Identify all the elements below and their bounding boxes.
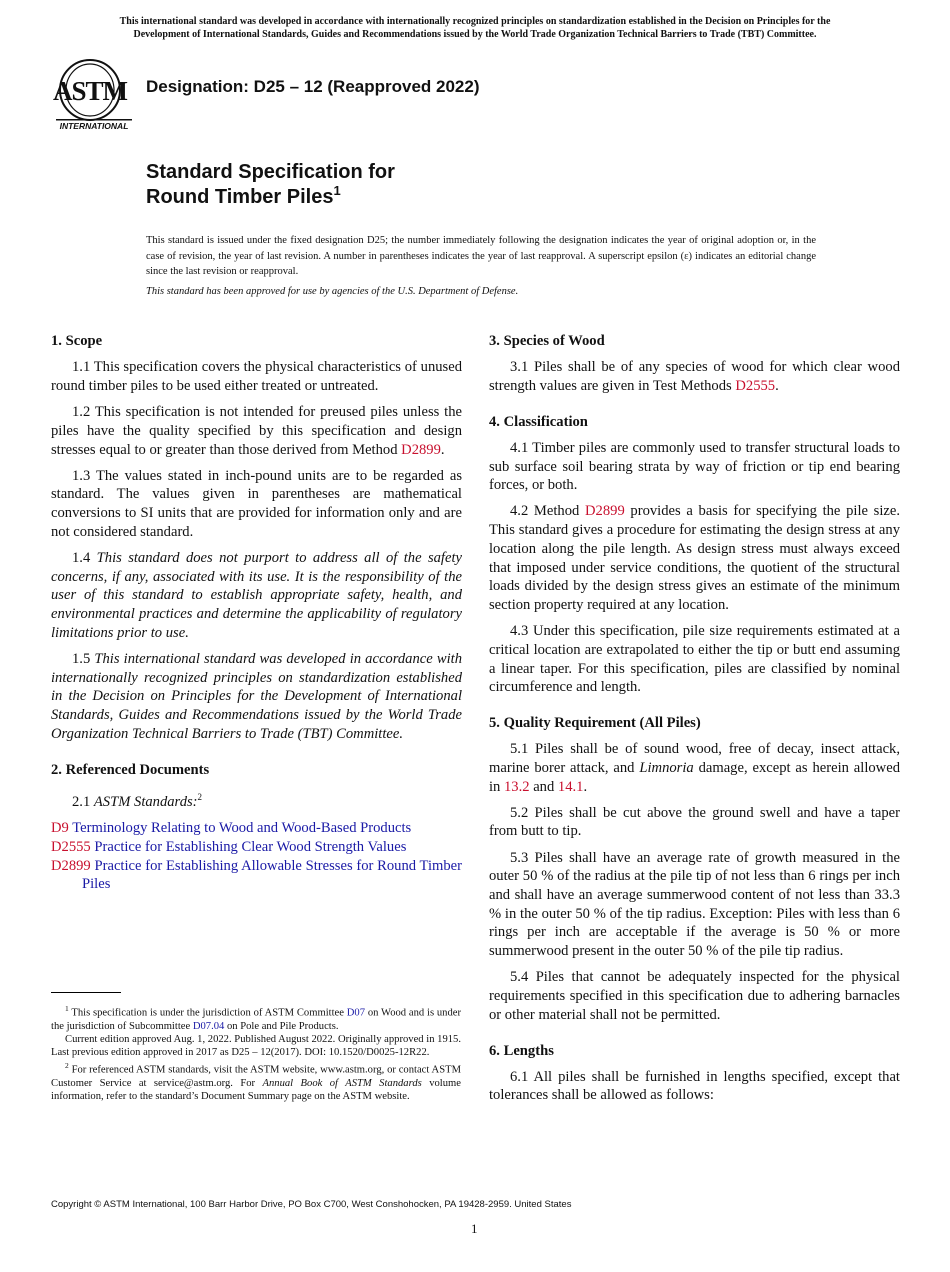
para-6-1: 6.1 All piles shall be furnished in lengths specified, except that tolerances shall be allowed as follows:	[489, 1068, 900, 1104]
footnote-divider	[51, 992, 121, 993]
para-4-3: 4.3 Under this specification, pile size requirements estimated at a critical location are extrapolated to either the tip or butt end assuming a linear taper. For this specification, piles are classified by nominal circumference and length.	[489, 623, 900, 696]
para-4-2: 4.2 Method D2899 provides a basis for specifying the pile size. This standard gives a procedure for estimating the design stress at any location along the pile length. As design stress must always exceed that imposed under service conditions, the quotient of the structural loads divided by the design stress gives an estimate of the minimum section property required at any location.	[489, 503, 900, 613]
section-heading-quality: 5. Quality Requirement (All Piles)	[489, 714, 701, 731]
section-heading-species: 3. Species of Wood	[489, 333, 605, 349]
dod-approval: This standard has been approved for use by agencies of the U.S. Department of Defense.	[146, 286, 519, 297]
para-3-1: 3.1 Piles shall be of any species of wood for which clear wood strength values are given in Test Methods D2555.	[489, 359, 900, 394]
title-line-1: Standard Specification for	[146, 161, 395, 183]
para-4-1: 4.1 Timber piles are commonly used to transfer structural loads to sub surface soil bearing strata by way of friction or tip end bearing forces, or both.	[489, 439, 900, 494]
title-line-2: Round Timber Piles	[146, 185, 334, 208]
ref-d2555[interactable]: D2555 Practice for Establishing Clear Wood Strength Values	[51, 839, 407, 856]
section-heading-referenced: 2. Referenced Documents	[51, 761, 210, 778]
notice-line-1: This international standard was developed in accordance with internationally recognized principles on standardization established in the Decision on Principles for the	[119, 16, 831, 27]
notice-line-2: Development of International Standards, Guides and Recommendations issued by the World Trade Organization Technical Barriers to Trade (TBT) Committee.	[133, 28, 817, 40]
footnote-1: $^1$ This specification is under the jurisdiction of ASTM Committee D07 on Wood and is under the jurisdiction of Subcommittee D07.04 on Pole and Pile Products.	[51, 1004, 461, 1032]
para-1-1: 1.1 This specification covers the physical characteristics of unused round timber piles to be used either treated or untreated.	[51, 359, 462, 394]
link-d07-04[interactable]: D07.04	[192, 1020, 225, 1032]
footnote-1-edition: Current edition approved Aug. 1, 2022. Published August 2022. Originally approved in 1915. Last previous edition approved in 2017 as D25 – 12(2017). DOI: 10.1520/D0025-12R22.	[51, 1033, 461, 1059]
link-14-1[interactable]: 14.1	[557, 778, 584, 795]
section-heading-lengths: 6. Lengths	[489, 1042, 554, 1059]
astm-logo-icon	[52, 56, 136, 134]
link-d2555[interactable]: D2555	[735, 377, 776, 394]
ref-d9[interactable]: D9 Terminology Relating to Wood and Wood-Based Products	[51, 820, 412, 837]
page-number: 1	[471, 1221, 478, 1236]
para-1-4: 1.4 This standard does not purport to address all of the safety concerns, if any, associated with its use. It is the responsibility of the user of this standard to establish appropriate safety, health, and environmental practices and determine the applicability of regulatory limitations prior to use.	[51, 550, 462, 641]
link-13-2[interactable]: 13.2	[504, 778, 530, 795]
footnote-2-mark[interactable]: 2	[197, 792, 203, 803]
para-5-1: 5.1 Piles shall be of sound wood, free of decay, insect attack, marine borer attack, and Limnoria damage, except as herein allowed in 13.2 and 14.1.	[489, 741, 900, 795]
para-1-2: 1.2 This specification is not intended for preused piles unless the piles have the quality specified by this specification and design stresses equal to or greater than those derived from Method D2899.	[51, 404, 462, 458]
para-1-5: 1.5 This international standard was developed in accordance with internationally recognized principles on standardization established in the Decision on Principles for the Development of International Standards, Guides and Recommendations issued by the World Trade Organization Technical Barriers to Trade (TBT) Committee.	[51, 651, 463, 742]
page-title	[146, 160, 395, 209]
section-heading-scope: 1. Scope	[51, 333, 103, 349]
para-5-3: 5.3 Piles shall have an average rate of growth measured in the outer 50 % of the radius at the pile tip of not less than 6 rings per inch and shall have an average summerwood content of not less than 33.3 % in the outer 50 % of the tip radius. Exception: Piles with less than 6 rings per inch are acceptable if the average is 50 % or more summerwood present in the outer 50 % of the pile tip radius.	[489, 849, 900, 960]
issuance-statement: This standard is issued under the fixed designation D25; the number immediately following the designation indicates the year of original adoption or, in the case of revision, the year of last revision. A number in parentheses indicates the year of last reapproval. A superscript epsilon (ε) indicates an editorial change since the last revision or reapproval.	[146, 235, 816, 277]
link-d07[interactable]: D07	[346, 1007, 366, 1019]
para-5-2: 5.2 Piles shall be cut above the ground swell and have a taper from butt to tip.	[489, 804, 900, 840]
standard-notice	[40, 16, 910, 41]
designation: Designation: D25 – 12 (Reapproved 2022)	[146, 77, 480, 96]
svg-text:INTERNATIONAL: INTERNATIONAL	[59, 121, 129, 131]
footnote-2: $^2$ For referenced ASTM standards, visit the ASTM website, www.astm.org, or contact ASTM Customer Service at service@astm.org. For Annual Book of ASTM Standards volume information, refer to the standard’s Document Summary page on the ASTM website.	[51, 1061, 461, 1103]
left-column	[51, 332, 462, 894]
para-5-4: 5.4 Piles that cannot be adequately inspected for the physical requirements specified in this specification due to adhering barnacles or other material shall not be permitted.	[489, 969, 900, 1023]
svg-text:ASTM: ASTM	[52, 76, 128, 106]
footnotes	[51, 1002, 461, 1103]
para-1-3: 1.3 The values stated in inch-pound units are to be regarded as standard. The values given in parentheses are mathematical conversions to SI units that are provided for information only and are not considered standard.	[51, 467, 462, 540]
link-d2899-b[interactable]: D2899	[585, 503, 625, 520]
astm-standards-label: 2.1 ASTM Standards:$^2$	[72, 792, 203, 811]
copyright: Copyright © ASTM International, 100 Barr Harbor Drive, PO Box C700, West Conshohocken, PA 19428-2959. United States	[51, 1199, 572, 1210]
section-heading-classification: 4. Classification	[489, 413, 588, 430]
link-d2899[interactable]: D2899	[401, 441, 441, 458]
ref-d2899[interactable]: D2899 Practice for Establishing Allowable Stresses for Round Timber Piles	[51, 857, 462, 893]
right-column	[489, 332, 900, 1113]
title-footnote-mark[interactable]: 1	[333, 182, 341, 198]
